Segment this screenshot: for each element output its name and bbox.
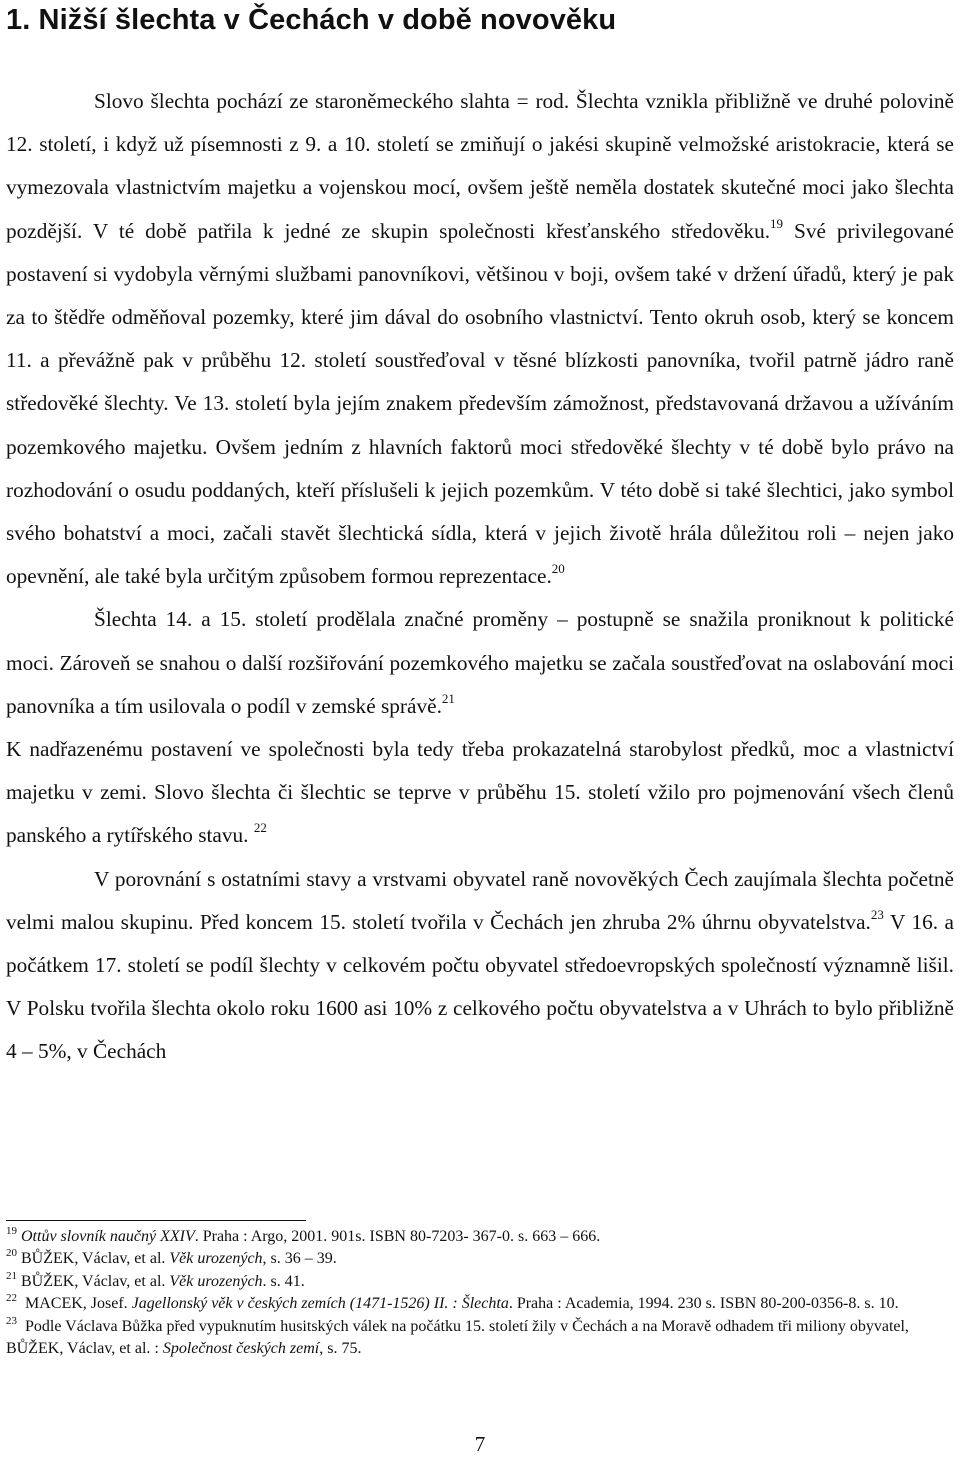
footnote-21 — [6, 1271, 954, 1293]
footnotes — [6, 1226, 954, 1360]
footnote-reference[interactable]: 19 — [770, 215, 784, 231]
footnote-text: . s. 41. — [262, 1272, 305, 1290]
footnote-20 — [6, 1248, 954, 1270]
paragraph-text: Šlechta 14. a 15. století prodělala značné proměny – postupně se snažila proniknout k politické moci. Zároveň se snahou o další rozšiřování pozemkového majetku se začala soustřeďovat na oslabování moci panovníka a tím usilovala o podíl v zemské správě. — [6, 607, 954, 718]
paragraph-text: K nadřazenému postavení ve společnosti byla tedy třeba prokazatelná starobylost předků, moc a vlastnictví majetku v zemi. Slovo šlechta či šlechtic se teprve v průběhu 15. století vžilo pro pojmenování všech členů panského a rytířského stavu. — [6, 737, 954, 848]
footnote-title: Společnost českých zemí — [162, 1340, 320, 1358]
footnote-number: 19 — [6, 1225, 17, 1237]
footnote-separator — [6, 1220, 306, 1221]
paragraph-text: Slovo šlechta pochází ze staroněmeckého slahta = rod. Šlechta vznikla přibližně ve druhé polovině 12. století, i když už písemnosti z 9. a 10. století se zmiňují o jakési skupině velmožské aristokracie, která se vymezovala vlastnictvím majetku a vojenskou mocí, ovšem ještě neměla dostatek skutečné moci jako šlechta pozdější. V té době patřila k jedné ze skupin společnosti křesťanského středověku. — [6, 89, 954, 243]
footnote-number: 21 — [6, 1269, 17, 1282]
paragraph-text: Své privilegované postavení si vydobyla věrnými službami panovníkovi, většinou v boji, ovšem také v držení úřadů, který je pak za to štědře odměňoval pozemky, které jim dával do osobního vlastnictví. Tento okruh osob, který se koncem 11. a převážně pak v průběhu 12. století soustřeďoval v těsné blízkosti panovníka, tvořil patrně jádro raně středověké šlechty. Ve 13. století byla jejím znakem především zámožnost, představovaná državou a užíváním pozemkového majetku. Ovšem jedním z hlavních faktorů moci středověké šlechty v té době bylo právo na rozhodování o osudu poddaných, kteří příslušeli k jejich pozemkům. V této době si také šlechtici, jako symbol svého bohatství a moci, začali stavět šlechtická sídla, která v jejich životě hrála důležitou roli – nejen jako opevnění, ale také byla určitým způsobem formou reprezentace. — [6, 218, 954, 589]
footnote-reference[interactable]: 22 — [253, 820, 267, 836]
footnote-text: BŮŽEK, Václav, et al. — [21, 1272, 170, 1290]
footnote-23 — [6, 1316, 954, 1361]
footnote-reference[interactable]: 21 — [441, 690, 455, 706]
footnote-number: 23 — [6, 1314, 17, 1327]
footnote-text: MACEK, Josef. — [25, 1295, 132, 1313]
paragraph-text: V porovnání s ostatními stavy a vrstvami obyvatel raně novověkých Čech zaujímala šlechta početně velmi malou skupinu. Před koncem 15. století tvořila v Čechách jen zhruba 2% úhrnu obyvatelstva. — [6, 866, 954, 934]
footnote-text: BŮŽEK, Václav, et al. — [21, 1250, 170, 1268]
footnote-text: Podle Václava Bůžka před vypuknutím husitských válek na počátku 15. století žily v Čechách a na Moravě odhadem tři miliony obyvatel, BŮŽEK, Václav, et al. : — [6, 1317, 909, 1358]
footnote-19 — [6, 1226, 954, 1248]
footnote-text: . Praha : Argo, 2001. 901s. ISBN 80-7203- 367-0. s. 663 – 666. — [194, 1228, 601, 1245]
paragraph-2 — [6, 598, 954, 728]
footnote-reference[interactable]: 23 — [870, 906, 884, 922]
footnote-title: Věk urozených — [169, 1250, 263, 1268]
footnote-title: Jagellonský věk v českých zemích (1471-1526) II. : Šlechta — [131, 1295, 509, 1313]
footnote-text: , s. 36 – 39. — [262, 1250, 337, 1268]
paragraph-1 — [6, 80, 954, 598]
paragraph-text: V 16. a počátkem 17. století se podíl šlechty v celkovém počtu obyvatel středoevropských společností významně lišil. V Polsku tvořila šlechta okolo roku 1600 asi 10% z celkového počtu obyvatelstva a v Uhrách to bylo přibližně 4 – 5%, v Čechách — [6, 909, 954, 1064]
footnote-text: . Praha : Academia, 1994. 230 s. ISBN 80-200-0356-8. s. 10. — [508, 1295, 899, 1313]
footnote-title: Věk urozených — [169, 1272, 263, 1290]
page-number: 7 — [474, 1432, 486, 1456]
footnote-number: 20 — [6, 1247, 17, 1260]
chapter-heading: 1. Nižší šlechta v Čechách v době novověku — [6, 4, 617, 36]
footnote-number: 22 — [6, 1292, 17, 1305]
paragraph-3 — [6, 728, 954, 858]
footnote-reference[interactable]: 20 — [551, 561, 565, 577]
body-text — [6, 80, 954, 1074]
footnote-title: Ottův slovník naučný XXIV — [21, 1228, 195, 1245]
paragraph-4 — [6, 858, 954, 1074]
footnote-22 — [6, 1293, 954, 1315]
footnote-text: , s. 75. — [319, 1340, 362, 1358]
